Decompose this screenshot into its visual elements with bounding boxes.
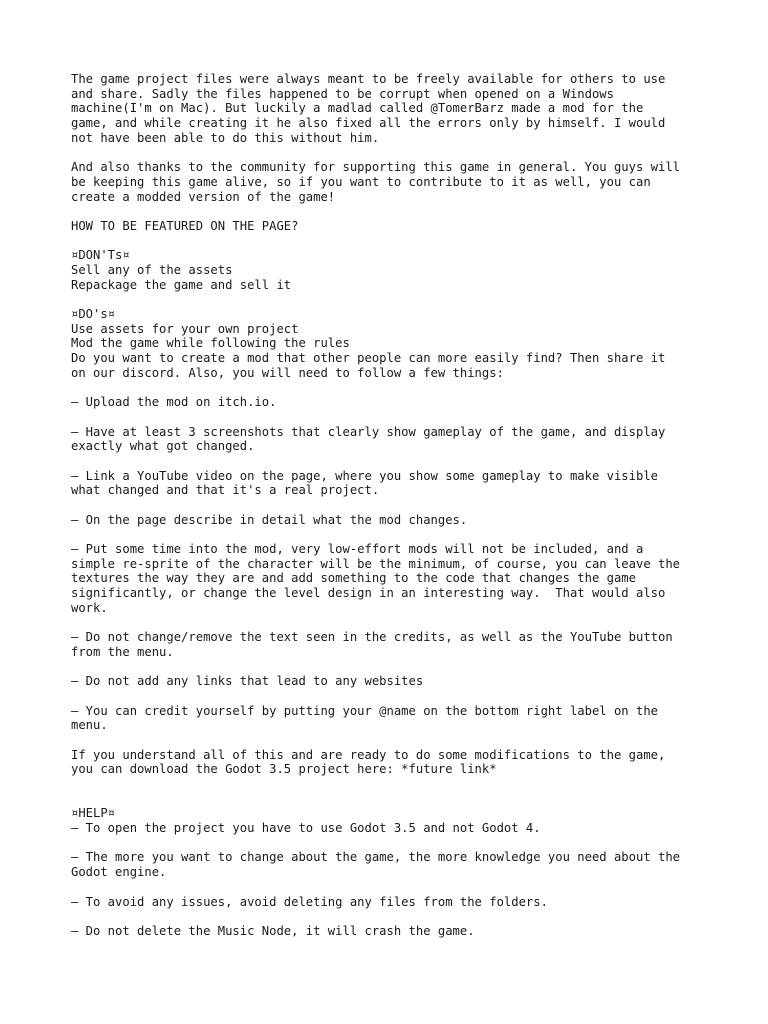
text-line: – Upload the mod on itch.io.: [71, 395, 277, 410]
dos-item: on our discord. Also, you will need to follow a few things:: [71, 365, 504, 380]
text-line: exactly what got changed.: [71, 439, 255, 454]
text-line: – Have at least 3 screenshots that clearly show gameplay of the game, and display: [71, 424, 666, 439]
rule-item: [71, 425, 731, 454]
text-line: from the menu.: [71, 644, 174, 659]
help-item: [71, 924, 731, 939]
text-line: and share. Sadly the files happened to be corrupt when opened on a Windows: [71, 86, 614, 101]
text-line: The game project files were always meant to be freely available for others to use: [71, 72, 666, 86]
rule-item: [71, 513, 731, 528]
rule-item: [71, 630, 731, 659]
document-page: [71, 72, 731, 939]
text-line: – The more you want to change about the game, the more knowledge you need about the: [71, 850, 681, 865]
text-line: Godot engine.: [71, 865, 167, 880]
help-item: [71, 895, 731, 910]
text-line: work.: [71, 600, 108, 615]
dos-heading: ¤DO's¤: [71, 307, 116, 321]
text-line: – Do not delete the Music Node, it will crash the game.: [71, 923, 475, 938]
text-line: menu.: [71, 718, 108, 733]
text-line: – Link a YouTube video on the page, where you show some gameplay to make visible: [71, 468, 658, 483]
intro-paragraph: [71, 72, 731, 145]
text-line: – Do not change/remove the text seen in the credits, as well as the YouTube button: [71, 630, 673, 645]
text-line: you can download the Godot 3.5 project here: *future link*: [71, 762, 497, 777]
help-item: [71, 821, 731, 836]
donts-section: [71, 248, 731, 292]
donts-item: Repackage the game and sell it: [71, 277, 292, 292]
featured-heading: HOW TO BE FEATURED ON THE PAGE?: [71, 218, 299, 233]
rule-item: [71, 674, 731, 689]
text-line: simple re-sprite of the character will be the minimum, of course, you can leave the: [71, 556, 681, 571]
help-heading: ¤HELP¤: [71, 806, 116, 821]
text-line: – Put some time into the mod, very low-effort mods will not be included, and a: [71, 542, 644, 556]
text-line: significantly, or change the level design in an interesting way. That would also: [71, 586, 666, 601]
donts-heading: ¤DON'Ts¤: [71, 248, 130, 263]
rule-item: [71, 704, 731, 733]
text-line: And also thanks to the community for supporting this game in general. You guys will: [71, 160, 681, 175]
dos-item: Do you want to create a mod that other people can more easily find? Then share it: [71, 351, 666, 366]
text-line: textures the way they are and add something to the code that changes the game: [71, 571, 636, 586]
text-line: – To avoid any issues, avoid deleting any files from the folders.: [71, 894, 548, 909]
donts-item: Sell any of the assets: [71, 262, 233, 277]
text-line: what changed and that it's a real project.: [71, 483, 380, 498]
rule-item: [71, 395, 731, 410]
dos-item: Mod the game while following the rules: [71, 336, 350, 351]
text-line: – You can credit yourself by putting your @name on the bottom right label on the: [71, 703, 658, 718]
text-line: – On the page describe in detail what the mod changes.: [71, 512, 468, 527]
text-line: If you understand all of this and are ready to do some modifications to the game,: [71, 747, 666, 762]
dos-section: [71, 307, 731, 380]
text-line: – To open the project you have to use Godot 3.5 and not Godot 4.: [71, 821, 541, 836]
text-line: create a modded version of the game!: [71, 189, 336, 204]
text-line: game, and while creating it he also fixed all the errors only by himself. I would: [71, 116, 666, 131]
help-section: [71, 806, 731, 938]
thanks-paragraph: [71, 160, 731, 204]
download-paragraph: [71, 748, 731, 777]
help-item: [71, 850, 731, 879]
text-line: – Do not add any links that lead to any websites: [71, 674, 424, 689]
rules-list: [71, 395, 731, 733]
text-line: be keeping this game alive, so if you want to contribute to it as well, you can: [71, 174, 651, 189]
dos-item: Use assets for your own project: [71, 321, 299, 336]
rule-item: [71, 542, 731, 615]
text-line: not have been able to do this without him.: [71, 130, 380, 145]
rule-item: [71, 469, 731, 498]
text-line: machine(I'm on Mac). But luckily a madlad called @TomerBarz made a mod for the: [71, 101, 644, 116]
